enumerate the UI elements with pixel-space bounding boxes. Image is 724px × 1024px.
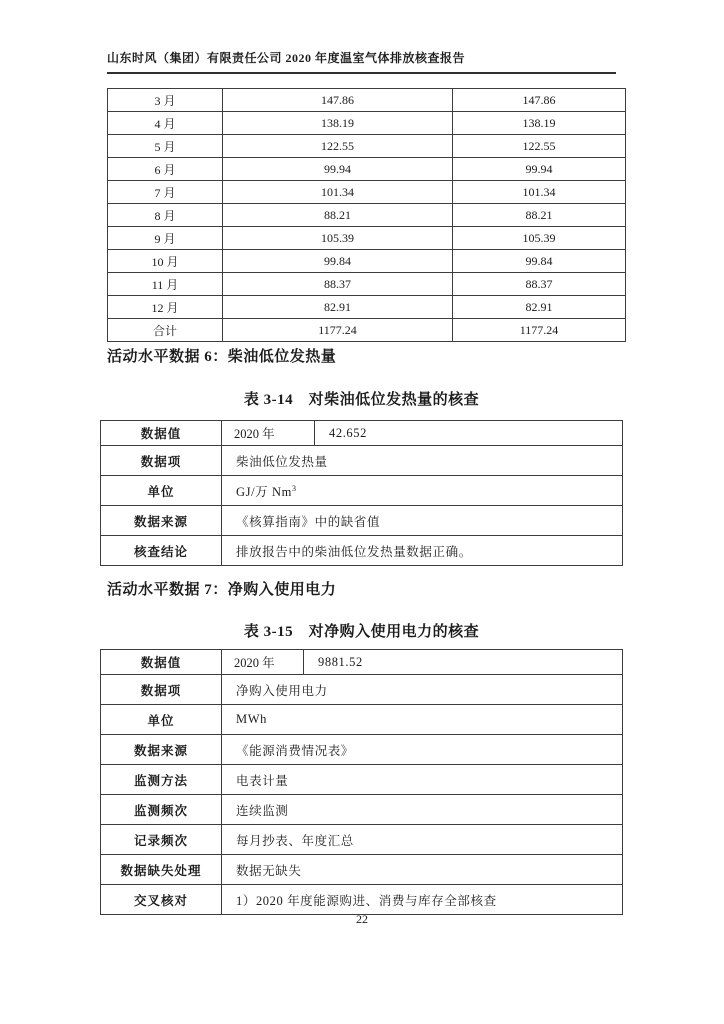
- table-row: [101, 795, 623, 825]
- row-value-cell: 净购入使用电力: [222, 675, 623, 705]
- verified-value-cell: 1177.24: [453, 319, 626, 342]
- row-value-cell: 排放报告中的柴油低位发热量数据正确。: [222, 536, 623, 566]
- verified-value-cell: 105.39: [453, 227, 626, 250]
- month-cell: 12 月: [108, 296, 223, 319]
- year-cell: 2020 年: [222, 421, 315, 446]
- verified-value-cell: 101.34: [453, 181, 626, 204]
- report-value-cell: 105.39: [223, 227, 453, 250]
- table-row: [101, 506, 623, 536]
- row-value-cell: 《核算指南》中的缺省值: [222, 506, 623, 536]
- month-cell: 11 月: [108, 273, 223, 296]
- row-value-cell: 1）2020 年度能源购进、消费与库存全部核查: [222, 885, 623, 915]
- month-cell: 7 月: [108, 181, 223, 204]
- month-cell: 10 月: [108, 250, 223, 273]
- table-3-15-title: 表 3-15 对净购入使用电力的核查: [243, 624, 480, 640]
- table-row: [108, 250, 626, 273]
- table-row: [101, 855, 623, 885]
- month-cell: 8 月: [108, 204, 223, 227]
- verified-value-cell: 138.19: [453, 112, 626, 135]
- table-row: [108, 273, 626, 296]
- table-row: [108, 204, 626, 227]
- row-value-cell: 《能源消费情况表》: [222, 735, 623, 765]
- report-value-cell: 138.19: [223, 112, 453, 135]
- table-3-14-title: 表 3-14 对柴油低位发热量的核查: [243, 392, 480, 408]
- table-row: [101, 446, 623, 476]
- row-value-cell: 每月抄表、年度汇总: [222, 825, 623, 855]
- table-row: [101, 825, 623, 855]
- table-3-14-diesel-heating-value: [100, 420, 623, 566]
- table-row: [101, 536, 623, 566]
- month-cell: 9 月: [108, 227, 223, 250]
- row-label-cell: 核查结论: [101, 536, 222, 566]
- verified-value-cell: 147.86: [453, 89, 626, 112]
- row-label-cell: 数据值: [101, 650, 222, 675]
- month-cell: 6 月: [108, 158, 223, 181]
- verified-value-cell: 88.21: [453, 204, 626, 227]
- report-title: 山东时风（集团）有限责任公司 2020 年度温室气体排放核查报告: [107, 51, 466, 65]
- row-label-cell: 数据项: [101, 675, 222, 705]
- table-row: [108, 158, 626, 181]
- report-value-cell: 99.94: [223, 158, 453, 181]
- month-cell: 5 月: [108, 135, 223, 158]
- row-value-cell: 柴油低位发热量: [222, 446, 623, 476]
- report-value-cell: 88.21: [223, 204, 453, 227]
- row-label-cell: 数据来源: [101, 506, 222, 536]
- monthly-data-table: [107, 88, 626, 342]
- table-row: [101, 885, 623, 915]
- row-value-cell: MWh: [222, 705, 623, 735]
- verified-value-cell: 122.55: [453, 135, 626, 158]
- table-row: [108, 112, 626, 135]
- row-value-cell: 电表计量: [222, 765, 623, 795]
- report-value-cell: 1177.24: [223, 319, 453, 342]
- verified-value-cell: 99.94: [453, 158, 626, 181]
- row-label-cell: 监测方法: [101, 765, 222, 795]
- report-value-cell: 147.86: [223, 89, 453, 112]
- data-value-cell: 9881.52: [304, 650, 623, 675]
- table-row: [101, 765, 623, 795]
- verified-value-cell: 99.84: [453, 250, 626, 273]
- row-value-cell: 数据无缺失: [222, 855, 623, 885]
- year-cell: 2020 年: [222, 650, 304, 675]
- table-row-total: [108, 319, 626, 342]
- row-label-cell: 单位: [101, 476, 222, 506]
- month-cell: 3 月: [108, 89, 223, 112]
- unit-superscript: 3: [291, 483, 297, 493]
- row-value-cell: [222, 476, 623, 506]
- unit-text: GJ/万 Nm: [236, 484, 292, 499]
- row-label-cell: 数据来源: [101, 735, 222, 765]
- table-row: [108, 181, 626, 204]
- row-label-cell: 交叉核对: [101, 885, 222, 915]
- row-label-cell: 数据值: [101, 421, 222, 446]
- page-header: [107, 50, 616, 74]
- table-row: [108, 89, 626, 112]
- table-row: [101, 705, 623, 735]
- report-value-cell: 122.55: [223, 135, 453, 158]
- table-row: [108, 135, 626, 158]
- table-row: [101, 421, 623, 446]
- data-value-cell: 42.652: [315, 421, 623, 446]
- report-value-cell: 82.91: [223, 296, 453, 319]
- report-value-cell: 99.84: [223, 250, 453, 273]
- total-label-cell: 合计: [108, 319, 223, 342]
- table-3-15-net-purchased-electricity: [100, 649, 623, 915]
- report-value-cell: 88.37: [223, 273, 453, 296]
- verified-value-cell: 88.37: [453, 273, 626, 296]
- table-row: [108, 296, 626, 319]
- row-label-cell: 单位: [101, 705, 222, 735]
- table-row: [101, 735, 623, 765]
- row-label-cell: 数据项: [101, 446, 222, 476]
- row-value-cell: 连续监测: [222, 795, 623, 825]
- table-row: [101, 476, 623, 506]
- row-label-cell: 数据缺失处理: [101, 855, 222, 885]
- section-heading-activity-data-6: 活动水平数据 6：柴油低位发热量: [107, 349, 337, 365]
- table-row: [101, 650, 623, 675]
- table-row: [108, 227, 626, 250]
- page-number: 22: [356, 912, 368, 926]
- report-value-cell: 101.34: [223, 181, 453, 204]
- row-label-cell: 记录频次: [101, 825, 222, 855]
- section-heading-activity-data-7: 活动水平数据 7：净购入使用电力: [107, 582, 337, 598]
- month-cell: 4 月: [108, 112, 223, 135]
- verified-value-cell: 82.91: [453, 296, 626, 319]
- table-row: [101, 675, 623, 705]
- row-label-cell: 监测频次: [101, 795, 222, 825]
